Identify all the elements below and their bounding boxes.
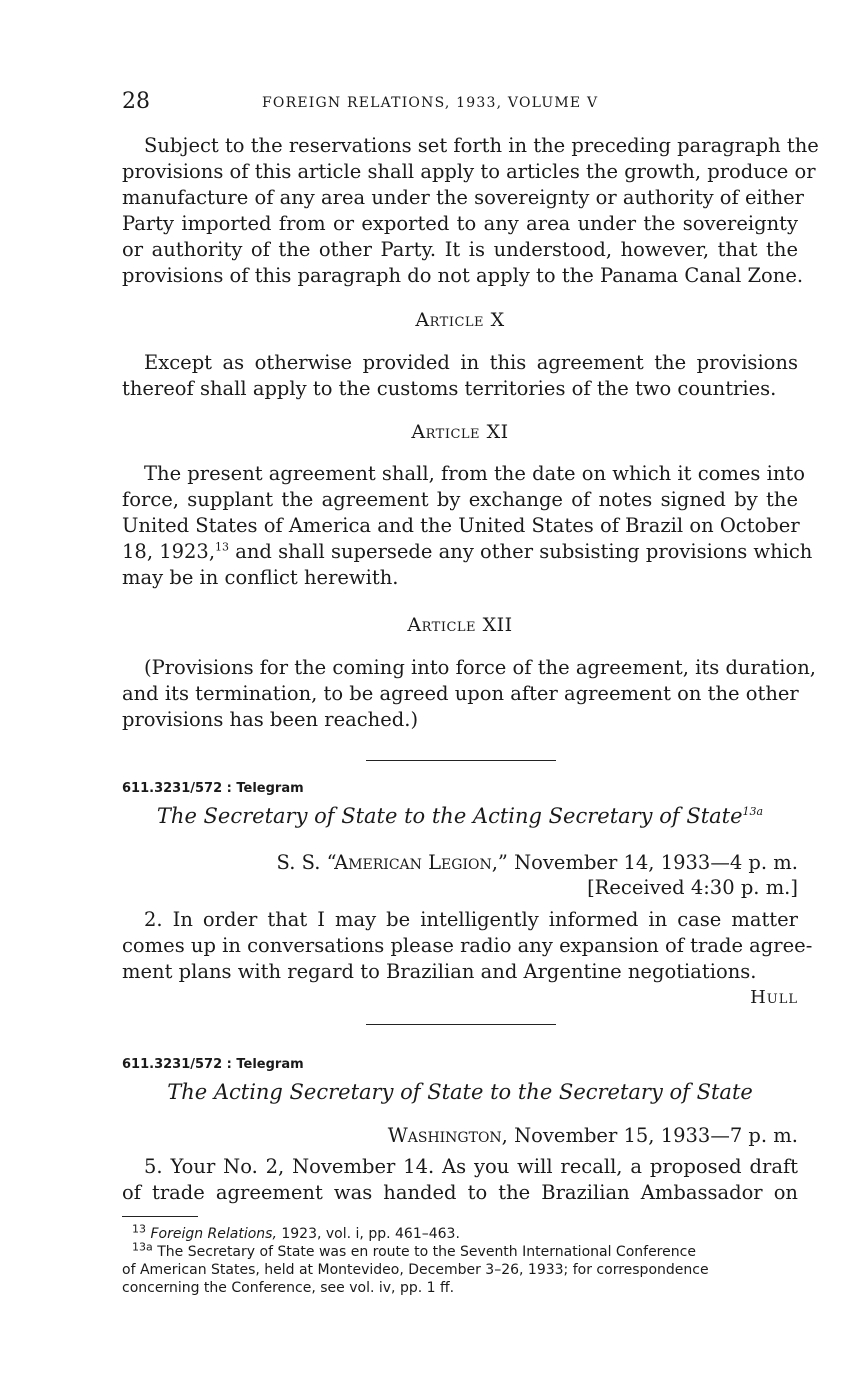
telegram-body (122, 1154, 798, 1206)
footnote-ref-13: 13 (215, 540, 230, 554)
date-time: November 15, 1933—7 p. m. (507, 1124, 798, 1147)
footnote-divider (122, 1216, 198, 1217)
page-number: 28 (122, 89, 150, 114)
footnote-text: 1923, vol. i, pp. 461–463. (276, 1226, 460, 1242)
text-line: ment plans with regard to Brazilian and Argentine negotiations. (122, 960, 757, 983)
file-number: 611.3231/572 : Telegram (122, 781, 304, 796)
text-line: provisions of this article shall apply to articles the growth, produce or (122, 160, 816, 183)
place-name: Washington, (387, 1124, 508, 1147)
line-text: and shall supersede any other subsisting provisions which (229, 540, 813, 563)
title-text: The Secretary of State to the Acting Secretary of State (156, 804, 743, 828)
footnotes (122, 1222, 798, 1297)
text-line: United States of America and the United States of Brazil on October (122, 514, 800, 537)
footnote-marker: 13 (132, 1222, 146, 1236)
paragraph-reservations (122, 133, 819, 289)
date-text: 18, 1923, (122, 540, 216, 563)
signature: Hull (750, 987, 798, 1008)
text-line: provisions of this paragraph do not apply to the Panama Canal Zone. (122, 264, 804, 287)
text-line: force, supplant the agreement by exchange of notes signed by the (122, 488, 798, 511)
paragraph-article-xi (122, 461, 813, 591)
text-line: Subject to the reservations set forth in the preceding paragraph the (144, 134, 819, 157)
text-line: The present agreement shall, from the date on which it comes into (144, 462, 805, 485)
section-divider (366, 760, 556, 761)
footnote-text: The Secretary of State was en route to the Seventh International Conference (152, 1244, 696, 1260)
footnote-13a (122, 1240, 798, 1261)
paragraph-article-x (122, 350, 798, 402)
received-line: [Received 4:30 p. m.] (587, 876, 798, 899)
text-line: thereof shall apply to the customs territories of the two countries. (122, 377, 777, 400)
text-line: Party imported from or exported to any area under the sovereignty (122, 212, 798, 235)
footnote-text: of American States, held at Montevideo, December 3–26, 1933; for correspondence (122, 1262, 709, 1278)
footnote-marker: 13a (132, 1240, 153, 1254)
file-number: 611.3231/572 : Telegram (122, 1057, 304, 1072)
text-line: Except as otherwise provided in this agreement the provisions (144, 351, 798, 374)
text-line: may be in conflict herewith. (122, 566, 399, 589)
running-head: FOREIGN RELATIONS, 1933, VOLUME V (262, 95, 599, 111)
text-line: manufacture of any area under the sovereignty or authority of either (122, 186, 804, 209)
ship-name: S. S. “American Legion,” (276, 851, 508, 874)
text-line: and its termination, to be agreed upon after agreement on the other (122, 682, 799, 705)
text-line: (Provisions for the coming into force of the agreement, its duration, (144, 656, 816, 679)
text-line: comes up in conversations please radio any expansion of trade agree- (122, 934, 813, 957)
footnote-ref-13a: 13a (742, 805, 764, 818)
text-line: 5. Your No. 2, November 14. As you will recall, a proposed draft (144, 1155, 798, 1178)
footnote-title: Foreign Relations, (150, 1226, 277, 1242)
dateline (388, 1124, 798, 1147)
text-line: provisions has been reached.) (122, 708, 419, 731)
text-line: of trade agreement was handed to the Brazilian Ambassador on (122, 1181, 798, 1204)
footnote-text: concerning the Conference, see vol. iv, pp. 1 ff. (122, 1280, 455, 1296)
document-title (122, 804, 798, 828)
text-line: or authority of the other Party. It is understood, however, that the (122, 238, 798, 261)
section-divider (366, 1024, 556, 1025)
telegram-body (122, 907, 813, 985)
text-line (122, 539, 813, 565)
article-xii-heading: Article XII (407, 614, 513, 636)
article-xi-heading: Article XI (411, 421, 509, 443)
date-time: November 14, 1933—4 p. m. (507, 851, 798, 874)
paragraph-article-xii (122, 655, 816, 733)
document-title: The Acting Secretary of State to the Secretary of State (167, 1080, 753, 1104)
text-line: 2. In order that I may be intelligently informed in case matter (144, 908, 798, 931)
dateline (277, 851, 798, 874)
article-x-heading: Article X (415, 309, 505, 331)
footnote-13 (122, 1222, 798, 1243)
